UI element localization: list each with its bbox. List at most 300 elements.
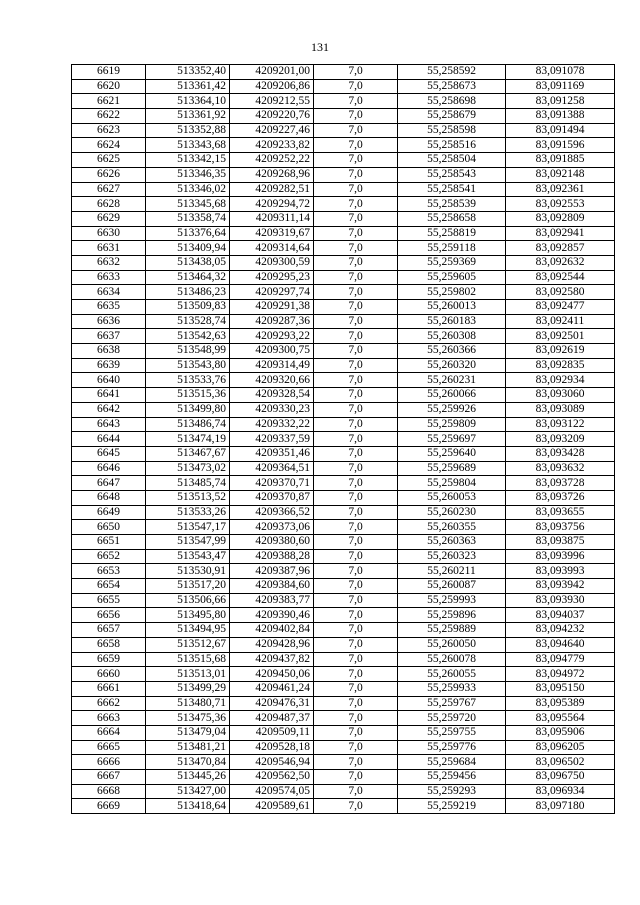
y-coordinate-cell: 4209437,82 xyxy=(230,652,314,667)
y-coordinate-cell: 4209402,84 xyxy=(230,623,314,638)
z-value-cell: 7,0 xyxy=(314,652,398,667)
coordinates-table-body xyxy=(72,65,615,814)
latitude-cell: 55,259684 xyxy=(398,755,506,770)
point-number-cell: 6669 xyxy=(72,799,146,814)
longitude-cell: 83,093122 xyxy=(506,417,615,432)
table-row xyxy=(72,270,615,285)
longitude-cell: 83,094972 xyxy=(506,667,615,682)
point-number-cell: 6647 xyxy=(72,476,146,491)
x-coordinate-cell: 513528,74 xyxy=(146,314,230,329)
longitude-cell: 83,095150 xyxy=(506,681,615,696)
y-coordinate-cell: 4209388,28 xyxy=(230,549,314,564)
point-number-cell: 6663 xyxy=(72,711,146,726)
latitude-cell: 55,260055 xyxy=(398,667,506,682)
table-row xyxy=(72,549,615,564)
y-coordinate-cell: 4209337,59 xyxy=(230,432,314,447)
x-coordinate-cell: 513517,20 xyxy=(146,579,230,594)
longitude-cell: 83,091078 xyxy=(506,65,615,80)
table-row xyxy=(72,667,615,682)
longitude-cell: 83,095906 xyxy=(506,725,615,740)
y-coordinate-cell: 4209509,11 xyxy=(230,725,314,740)
x-coordinate-cell: 513485,74 xyxy=(146,476,230,491)
longitude-cell: 83,092501 xyxy=(506,329,615,344)
point-number-cell: 6635 xyxy=(72,300,146,315)
latitude-cell: 55,260231 xyxy=(398,373,506,388)
latitude-cell: 55,258679 xyxy=(398,109,506,124)
point-number-cell: 6631 xyxy=(72,241,146,256)
longitude-cell: 83,093632 xyxy=(506,461,615,476)
longitude-cell: 83,092835 xyxy=(506,358,615,373)
x-coordinate-cell: 513342,15 xyxy=(146,153,230,168)
longitude-cell: 83,094640 xyxy=(506,637,615,652)
x-coordinate-cell: 513499,80 xyxy=(146,402,230,417)
y-coordinate-cell: 4209574,05 xyxy=(230,784,314,799)
point-number-cell: 6651 xyxy=(72,535,146,550)
y-coordinate-cell: 4209227,46 xyxy=(230,123,314,138)
longitude-cell: 83,092477 xyxy=(506,300,615,315)
table-row xyxy=(72,138,615,153)
table-row xyxy=(72,461,615,476)
z-value-cell: 7,0 xyxy=(314,549,398,564)
x-coordinate-cell: 513364,10 xyxy=(146,94,230,109)
latitude-cell: 55,259889 xyxy=(398,623,506,638)
longitude-cell: 83,091258 xyxy=(506,94,615,109)
latitude-cell: 55,259896 xyxy=(398,608,506,623)
longitude-cell: 83,092411 xyxy=(506,314,615,329)
point-number-cell: 6648 xyxy=(72,490,146,505)
z-value-cell: 7,0 xyxy=(314,564,398,579)
table-row xyxy=(72,344,615,359)
point-number-cell: 6622 xyxy=(72,109,146,124)
y-coordinate-cell: 4209528,18 xyxy=(230,740,314,755)
latitude-cell: 55,259776 xyxy=(398,740,506,755)
z-value-cell: 7,0 xyxy=(314,667,398,682)
longitude-cell: 83,094037 xyxy=(506,608,615,623)
z-value-cell: 7,0 xyxy=(314,417,398,432)
table-row xyxy=(72,255,615,270)
latitude-cell: 55,259767 xyxy=(398,696,506,711)
latitude-cell: 55,259219 xyxy=(398,799,506,814)
x-coordinate-cell: 513515,36 xyxy=(146,388,230,403)
table-row xyxy=(72,388,615,403)
point-number-cell: 6650 xyxy=(72,520,146,535)
point-number-cell: 6662 xyxy=(72,696,146,711)
latitude-cell: 55,259804 xyxy=(398,476,506,491)
z-value-cell: 7,0 xyxy=(314,94,398,109)
y-coordinate-cell: 4209319,67 xyxy=(230,226,314,241)
z-value-cell: 7,0 xyxy=(314,123,398,138)
y-coordinate-cell: 4209330,23 xyxy=(230,402,314,417)
point-number-cell: 6645 xyxy=(72,446,146,461)
z-value-cell: 7,0 xyxy=(314,197,398,212)
longitude-cell: 83,097180 xyxy=(506,799,615,814)
latitude-cell: 55,259755 xyxy=(398,725,506,740)
table-row xyxy=(72,505,615,520)
point-number-cell: 6630 xyxy=(72,226,146,241)
latitude-cell: 55,258673 xyxy=(398,79,506,94)
point-number-cell: 6626 xyxy=(72,167,146,182)
z-value-cell: 7,0 xyxy=(314,623,398,638)
latitude-cell: 55,260087 xyxy=(398,579,506,594)
y-coordinate-cell: 4209589,61 xyxy=(230,799,314,814)
table-row xyxy=(72,681,615,696)
y-coordinate-cell: 4209562,50 xyxy=(230,770,314,785)
point-number-cell: 6658 xyxy=(72,637,146,652)
latitude-cell: 55,258504 xyxy=(398,153,506,168)
x-coordinate-cell: 513530,91 xyxy=(146,564,230,579)
latitude-cell: 55,259697 xyxy=(398,432,506,447)
point-number-cell: 6654 xyxy=(72,579,146,594)
latitude-cell: 55,259809 xyxy=(398,417,506,432)
latitude-cell: 55,259926 xyxy=(398,402,506,417)
point-number-cell: 6627 xyxy=(72,182,146,197)
point-number-cell: 6640 xyxy=(72,373,146,388)
y-coordinate-cell: 4209291,38 xyxy=(230,300,314,315)
y-coordinate-cell: 4209351,46 xyxy=(230,446,314,461)
point-number-cell: 6656 xyxy=(72,608,146,623)
z-value-cell: 7,0 xyxy=(314,358,398,373)
table-row xyxy=(72,358,615,373)
x-coordinate-cell: 513418,64 xyxy=(146,799,230,814)
table-row xyxy=(72,770,615,785)
longitude-cell: 83,091885 xyxy=(506,153,615,168)
latitude-cell: 55,260308 xyxy=(398,329,506,344)
x-coordinate-cell: 513512,67 xyxy=(146,637,230,652)
x-coordinate-cell: 513474,19 xyxy=(146,432,230,447)
table-row xyxy=(72,329,615,344)
table-row xyxy=(72,94,615,109)
point-number-cell: 6659 xyxy=(72,652,146,667)
z-value-cell: 7,0 xyxy=(314,608,398,623)
latitude-cell: 55,259293 xyxy=(398,784,506,799)
y-coordinate-cell: 4209320,66 xyxy=(230,373,314,388)
latitude-cell: 55,260078 xyxy=(398,652,506,667)
latitude-cell: 55,259605 xyxy=(398,270,506,285)
z-value-cell: 7,0 xyxy=(314,637,398,652)
x-coordinate-cell: 513480,71 xyxy=(146,696,230,711)
z-value-cell: 7,0 xyxy=(314,79,398,94)
point-number-cell: 6667 xyxy=(72,770,146,785)
y-coordinate-cell: 4209387,96 xyxy=(230,564,314,579)
x-coordinate-cell: 513376,64 xyxy=(146,226,230,241)
point-number-cell: 6660 xyxy=(72,667,146,682)
y-coordinate-cell: 4209311,14 xyxy=(230,211,314,226)
table-row xyxy=(72,402,615,417)
point-number-cell: 6655 xyxy=(72,593,146,608)
longitude-cell: 83,092934 xyxy=(506,373,615,388)
x-coordinate-cell: 513543,80 xyxy=(146,358,230,373)
latitude-cell: 55,258543 xyxy=(398,167,506,182)
x-coordinate-cell: 513464,32 xyxy=(146,270,230,285)
x-coordinate-cell: 513361,42 xyxy=(146,79,230,94)
longitude-cell: 83,094779 xyxy=(506,652,615,667)
point-number-cell: 6623 xyxy=(72,123,146,138)
longitude-cell: 83,093756 xyxy=(506,520,615,535)
z-value-cell: 7,0 xyxy=(314,579,398,594)
point-number-cell: 6652 xyxy=(72,549,146,564)
longitude-cell: 83,092553 xyxy=(506,197,615,212)
y-coordinate-cell: 4209476,31 xyxy=(230,696,314,711)
point-number-cell: 6646 xyxy=(72,461,146,476)
x-coordinate-cell: 513548,99 xyxy=(146,344,230,359)
y-coordinate-cell: 4209297,74 xyxy=(230,285,314,300)
coordinates-table xyxy=(71,64,615,814)
table-row xyxy=(72,79,615,94)
x-coordinate-cell: 513470,84 xyxy=(146,755,230,770)
point-number-cell: 6657 xyxy=(72,623,146,638)
x-coordinate-cell: 513533,76 xyxy=(146,373,230,388)
latitude-cell: 55,259118 xyxy=(398,241,506,256)
z-value-cell: 7,0 xyxy=(314,402,398,417)
y-coordinate-cell: 4209287,36 xyxy=(230,314,314,329)
longitude-cell: 83,092148 xyxy=(506,167,615,182)
table-row xyxy=(72,579,615,594)
table-row xyxy=(72,608,615,623)
point-number-cell: 6666 xyxy=(72,755,146,770)
y-coordinate-cell: 4209282,51 xyxy=(230,182,314,197)
table-row xyxy=(72,123,615,138)
longitude-cell: 83,093875 xyxy=(506,535,615,550)
z-value-cell: 7,0 xyxy=(314,505,398,520)
x-coordinate-cell: 513486,74 xyxy=(146,417,230,432)
x-coordinate-cell: 513346,02 xyxy=(146,182,230,197)
z-value-cell: 7,0 xyxy=(314,799,398,814)
longitude-cell: 83,092544 xyxy=(506,270,615,285)
x-coordinate-cell: 513361,92 xyxy=(146,109,230,124)
z-value-cell: 7,0 xyxy=(314,270,398,285)
x-coordinate-cell: 513494,95 xyxy=(146,623,230,638)
x-coordinate-cell: 513481,21 xyxy=(146,740,230,755)
table-row xyxy=(72,799,615,814)
latitude-cell: 55,260323 xyxy=(398,549,506,564)
table-row xyxy=(72,593,615,608)
table-row xyxy=(72,476,615,491)
point-number-cell: 6642 xyxy=(72,402,146,417)
latitude-cell: 55,258698 xyxy=(398,94,506,109)
point-number-cell: 6629 xyxy=(72,211,146,226)
z-value-cell: 7,0 xyxy=(314,593,398,608)
z-value-cell: 7,0 xyxy=(314,711,398,726)
point-number-cell: 6653 xyxy=(72,564,146,579)
latitude-cell: 55,260053 xyxy=(398,490,506,505)
longitude-cell: 83,092809 xyxy=(506,211,615,226)
y-coordinate-cell: 4209487,37 xyxy=(230,711,314,726)
latitude-cell: 55,259720 xyxy=(398,711,506,726)
latitude-cell: 55,260320 xyxy=(398,358,506,373)
table-row xyxy=(72,373,615,388)
longitude-cell: 83,093942 xyxy=(506,579,615,594)
x-coordinate-cell: 513542,63 xyxy=(146,329,230,344)
point-number-cell: 6619 xyxy=(72,65,146,80)
y-coordinate-cell: 4209366,52 xyxy=(230,505,314,520)
x-coordinate-cell: 513543,47 xyxy=(146,549,230,564)
point-number-cell: 6649 xyxy=(72,505,146,520)
z-value-cell: 7,0 xyxy=(314,696,398,711)
longitude-cell: 83,091494 xyxy=(506,123,615,138)
table-row xyxy=(72,520,615,535)
z-value-cell: 7,0 xyxy=(314,65,398,80)
latitude-cell: 55,258819 xyxy=(398,226,506,241)
z-value-cell: 7,0 xyxy=(314,344,398,359)
longitude-cell: 83,092941 xyxy=(506,226,615,241)
table-row xyxy=(72,65,615,80)
table-row xyxy=(72,211,615,226)
point-number-cell: 6668 xyxy=(72,784,146,799)
point-number-cell: 6633 xyxy=(72,270,146,285)
latitude-cell: 55,260363 xyxy=(398,535,506,550)
table-row xyxy=(72,755,615,770)
x-coordinate-cell: 513438,05 xyxy=(146,255,230,270)
z-value-cell: 7,0 xyxy=(314,241,398,256)
x-coordinate-cell: 513352,40 xyxy=(146,65,230,80)
x-coordinate-cell: 513515,68 xyxy=(146,652,230,667)
latitude-cell: 55,258539 xyxy=(398,197,506,212)
point-number-cell: 6620 xyxy=(72,79,146,94)
point-number-cell: 6643 xyxy=(72,417,146,432)
y-coordinate-cell: 4209314,49 xyxy=(230,358,314,373)
longitude-cell: 83,092361 xyxy=(506,182,615,197)
x-coordinate-cell: 513506,66 xyxy=(146,593,230,608)
longitude-cell: 83,091169 xyxy=(506,79,615,94)
point-number-cell: 6624 xyxy=(72,138,146,153)
z-value-cell: 7,0 xyxy=(314,138,398,153)
longitude-cell: 83,093209 xyxy=(506,432,615,447)
z-value-cell: 7,0 xyxy=(314,681,398,696)
longitude-cell: 83,096750 xyxy=(506,770,615,785)
longitude-cell: 83,093089 xyxy=(506,402,615,417)
y-coordinate-cell: 4209294,72 xyxy=(230,197,314,212)
z-value-cell: 7,0 xyxy=(314,300,398,315)
table-row xyxy=(72,109,615,124)
x-coordinate-cell: 513486,23 xyxy=(146,285,230,300)
z-value-cell: 7,0 xyxy=(314,446,398,461)
y-coordinate-cell: 4209233,82 xyxy=(230,138,314,153)
x-coordinate-cell: 513495,80 xyxy=(146,608,230,623)
latitude-cell: 55,260183 xyxy=(398,314,506,329)
y-coordinate-cell: 4209364,51 xyxy=(230,461,314,476)
point-number-cell: 6665 xyxy=(72,740,146,755)
x-coordinate-cell: 513445,26 xyxy=(146,770,230,785)
z-value-cell: 7,0 xyxy=(314,535,398,550)
z-value-cell: 7,0 xyxy=(314,255,398,270)
latitude-cell: 55,259640 xyxy=(398,446,506,461)
longitude-cell: 83,091388 xyxy=(506,109,615,124)
z-value-cell: 7,0 xyxy=(314,520,398,535)
table-row xyxy=(72,784,615,799)
point-number-cell: 6621 xyxy=(72,94,146,109)
longitude-cell: 83,093930 xyxy=(506,593,615,608)
point-number-cell: 6637 xyxy=(72,329,146,344)
x-coordinate-cell: 513513,01 xyxy=(146,667,230,682)
y-coordinate-cell: 4209252,22 xyxy=(230,153,314,168)
x-coordinate-cell: 513343,68 xyxy=(146,138,230,153)
point-number-cell: 6632 xyxy=(72,255,146,270)
latitude-cell: 55,260366 xyxy=(398,344,506,359)
y-coordinate-cell: 4209220,76 xyxy=(230,109,314,124)
point-number-cell: 6644 xyxy=(72,432,146,447)
point-number-cell: 6639 xyxy=(72,358,146,373)
latitude-cell: 55,260230 xyxy=(398,505,506,520)
table-row xyxy=(72,432,615,447)
latitude-cell: 55,260013 xyxy=(398,300,506,315)
y-coordinate-cell: 4209268,96 xyxy=(230,167,314,182)
latitude-cell: 55,258541 xyxy=(398,182,506,197)
table-row xyxy=(72,167,615,182)
longitude-cell: 83,095564 xyxy=(506,711,615,726)
table-row xyxy=(72,725,615,740)
y-coordinate-cell: 4209201,00 xyxy=(230,65,314,80)
x-coordinate-cell: 513479,04 xyxy=(146,725,230,740)
point-number-cell: 6641 xyxy=(72,388,146,403)
y-coordinate-cell: 4209314,64 xyxy=(230,241,314,256)
table-row xyxy=(72,197,615,212)
x-coordinate-cell: 513547,17 xyxy=(146,520,230,535)
z-value-cell: 7,0 xyxy=(314,476,398,491)
y-coordinate-cell: 4209300,75 xyxy=(230,344,314,359)
x-coordinate-cell: 513513,52 xyxy=(146,490,230,505)
y-coordinate-cell: 4209332,22 xyxy=(230,417,314,432)
z-value-cell: 7,0 xyxy=(314,490,398,505)
z-value-cell: 7,0 xyxy=(314,211,398,226)
point-number-cell: 6634 xyxy=(72,285,146,300)
x-coordinate-cell: 513409,94 xyxy=(146,241,230,256)
latitude-cell: 55,260355 xyxy=(398,520,506,535)
z-value-cell: 7,0 xyxy=(314,770,398,785)
x-coordinate-cell: 513473,02 xyxy=(146,461,230,476)
latitude-cell: 55,260066 xyxy=(398,388,506,403)
table-row xyxy=(72,314,615,329)
table-row xyxy=(72,153,615,168)
y-coordinate-cell: 4209370,71 xyxy=(230,476,314,491)
longitude-cell: 83,094232 xyxy=(506,623,615,638)
table-row xyxy=(72,490,615,505)
longitude-cell: 83,096502 xyxy=(506,755,615,770)
latitude-cell: 55,258658 xyxy=(398,211,506,226)
table-row xyxy=(72,241,615,256)
x-coordinate-cell: 513475,36 xyxy=(146,711,230,726)
y-coordinate-cell: 4209390,46 xyxy=(230,608,314,623)
x-coordinate-cell: 513352,88 xyxy=(146,123,230,138)
latitude-cell: 55,260050 xyxy=(398,637,506,652)
latitude-cell: 55,258516 xyxy=(398,138,506,153)
x-coordinate-cell: 513358,74 xyxy=(146,211,230,226)
z-value-cell: 7,0 xyxy=(314,740,398,755)
x-coordinate-cell: 513467,67 xyxy=(146,446,230,461)
z-value-cell: 7,0 xyxy=(314,314,398,329)
z-value-cell: 7,0 xyxy=(314,285,398,300)
table-row xyxy=(72,182,615,197)
y-coordinate-cell: 4209450,06 xyxy=(230,667,314,682)
latitude-cell: 55,259802 xyxy=(398,285,506,300)
table-row xyxy=(72,300,615,315)
z-value-cell: 7,0 xyxy=(314,109,398,124)
z-value-cell: 7,0 xyxy=(314,167,398,182)
table-row xyxy=(72,226,615,241)
y-coordinate-cell: 4209383,77 xyxy=(230,593,314,608)
z-value-cell: 7,0 xyxy=(314,182,398,197)
table-row xyxy=(72,711,615,726)
z-value-cell: 7,0 xyxy=(314,461,398,476)
latitude-cell: 55,259456 xyxy=(398,770,506,785)
z-value-cell: 7,0 xyxy=(314,373,398,388)
y-coordinate-cell: 4209373,06 xyxy=(230,520,314,535)
longitude-cell: 83,093655 xyxy=(506,505,615,520)
longitude-cell: 83,093993 xyxy=(506,564,615,579)
longitude-cell: 83,095389 xyxy=(506,696,615,711)
z-value-cell: 7,0 xyxy=(314,388,398,403)
longitude-cell: 83,091596 xyxy=(506,138,615,153)
table-row xyxy=(72,623,615,638)
